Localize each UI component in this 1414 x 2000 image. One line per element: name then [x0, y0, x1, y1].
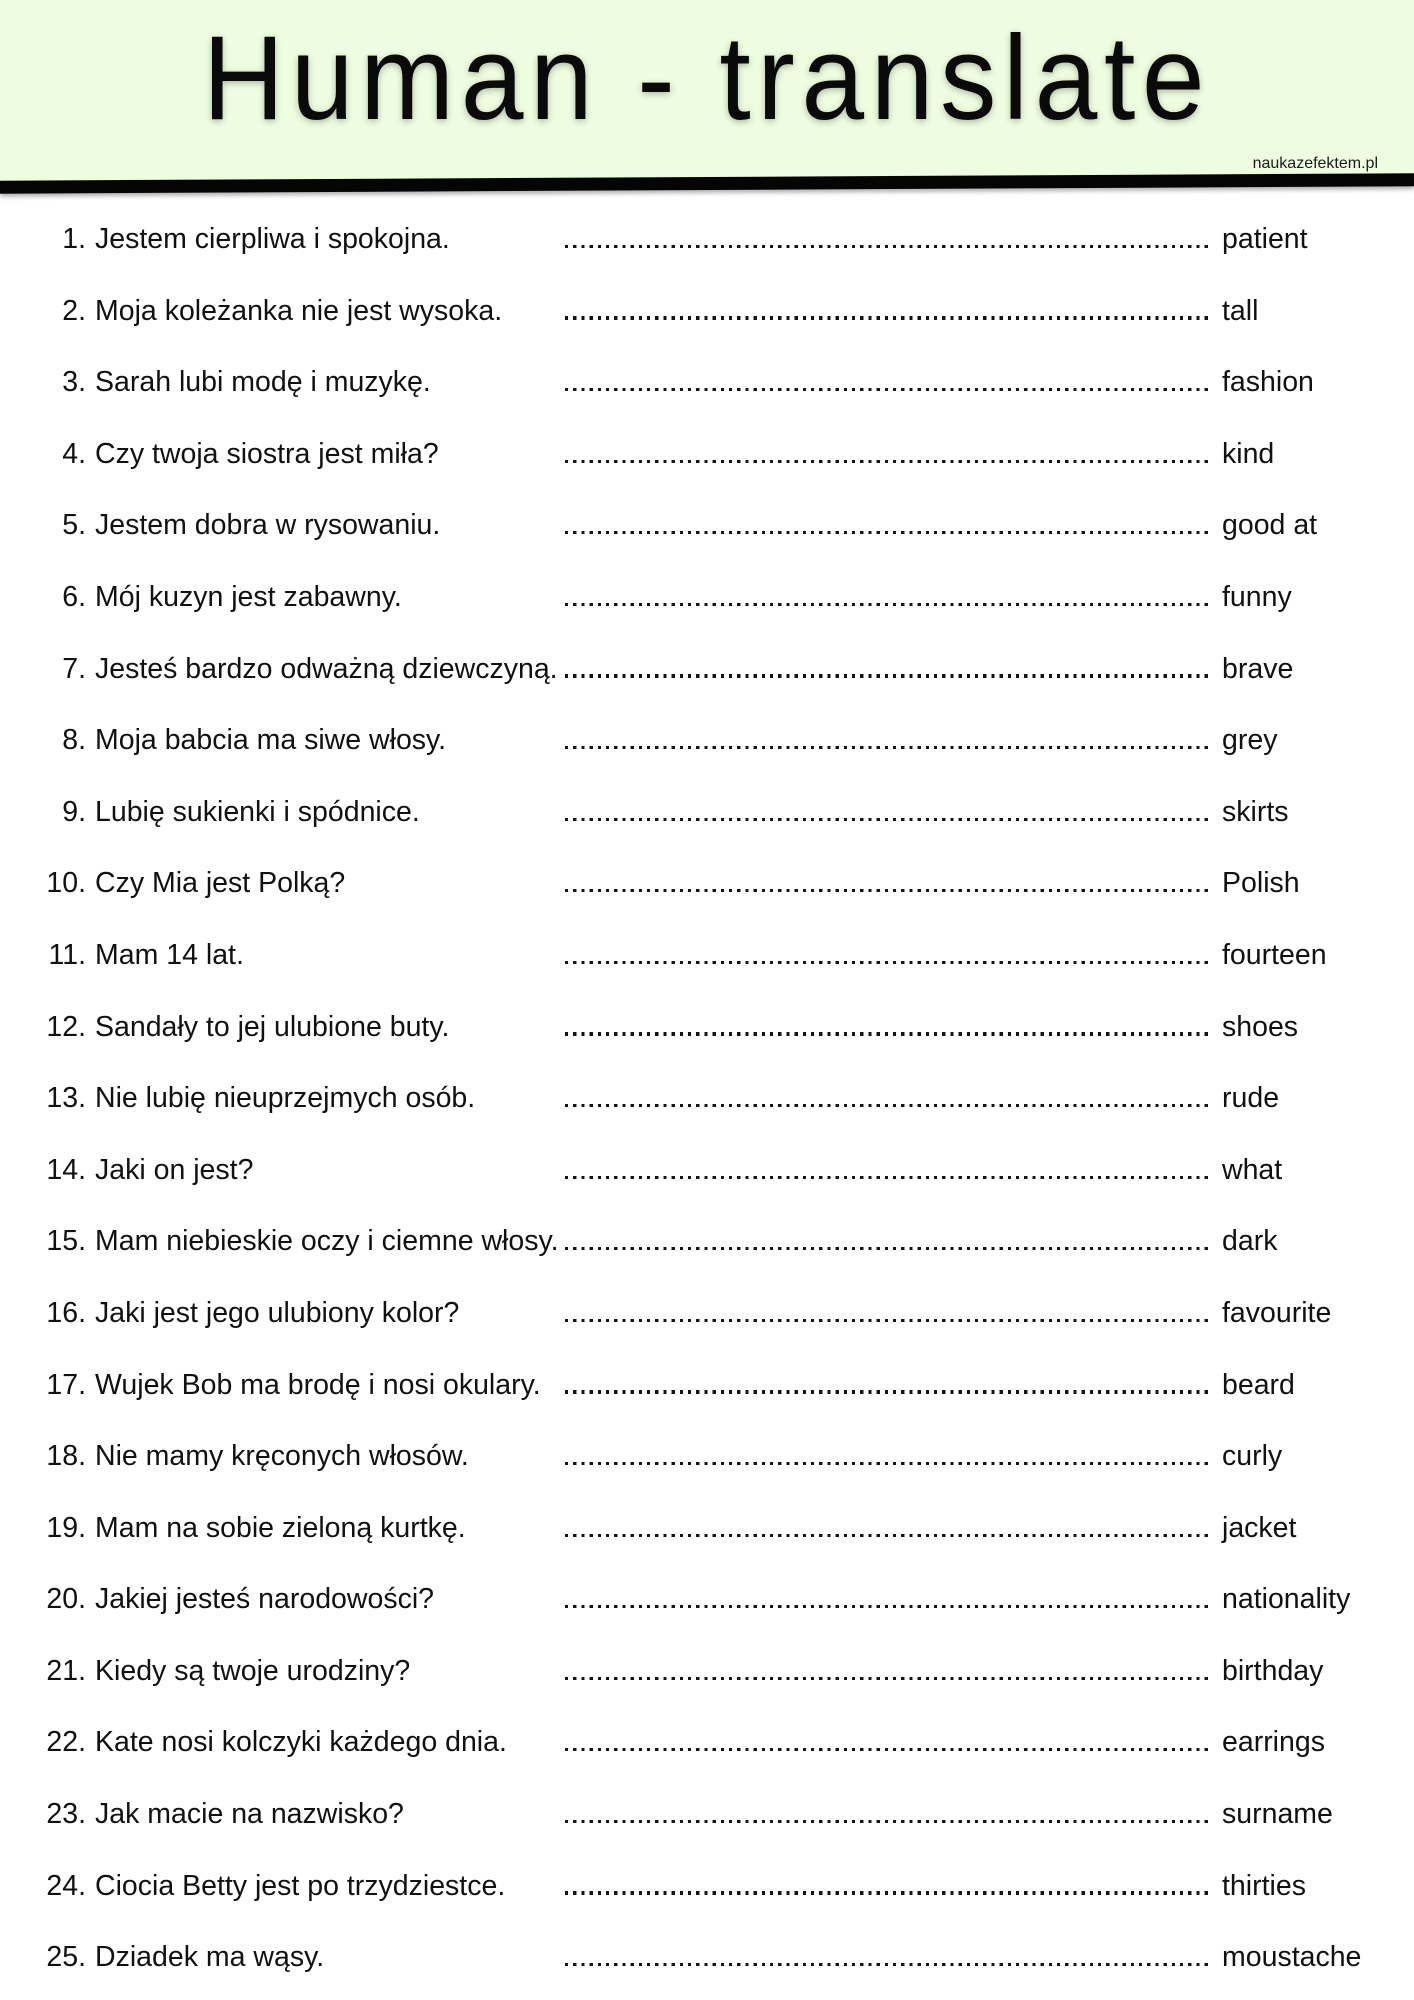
polish-sentence: Lubię sukienki i spódnice. — [95, 795, 420, 828]
item-number: 9. — [62, 795, 86, 828]
item-number: 6. — [62, 580, 86, 613]
answer-blank-dotted-line — [565, 746, 1210, 749]
answer-blank-dotted-line — [565, 388, 1210, 391]
hint-word: curly — [1222, 1440, 1283, 1473]
hint-word: thirties — [1222, 1869, 1306, 1902]
worksheet-row — [0, 1063, 1414, 1135]
worksheet-row — [0, 1135, 1414, 1207]
worksheet-row — [0, 562, 1414, 634]
hint-word: moustache — [1222, 1941, 1362, 1974]
hint-word: skirts — [1222, 795, 1289, 828]
polish-sentence: Mój kuzyn jest zabawny. — [95, 580, 402, 613]
polish-sentence: Mam niebieskie oczy i ciemne włosy. — [95, 1225, 559, 1258]
answer-blank-dotted-line — [565, 531, 1210, 534]
worksheet-row — [0, 1707, 1414, 1779]
answer-blank-dotted-line — [565, 1891, 1210, 1894]
answer-blank-dotted-line — [565, 1820, 1210, 1823]
answer-blank-dotted-line — [565, 1462, 1210, 1465]
worksheet-row — [0, 1851, 1414, 1923]
answer-blank-dotted-line — [565, 1748, 1210, 1751]
worksheet-row — [0, 276, 1414, 348]
hint-word: patient — [1222, 223, 1308, 255]
hint-word: surname — [1222, 1798, 1333, 1831]
worksheet-row — [0, 347, 1414, 419]
polish-sentence: Czy twoja siostra jest miła? — [95, 437, 439, 470]
answer-blank-dotted-line — [565, 1319, 1210, 1322]
polish-sentence: Mam 14 lat. — [95, 938, 244, 971]
item-number: 23. — [46, 1798, 86, 1831]
worksheet-row — [0, 634, 1414, 706]
worksheet-row — [0, 204, 1414, 276]
hint-word: nationality — [1222, 1583, 1351, 1616]
answer-blank-dotted-line — [565, 1677, 1210, 1680]
header — [0, 0, 1414, 183]
worksheet-row — [0, 992, 1414, 1064]
worksheet-list — [0, 190, 1414, 1994]
item-number: 14. — [46, 1153, 86, 1186]
polish-sentence: Jak macie na nazwisko? — [95, 1798, 404, 1831]
worksheet-row — [0, 848, 1414, 920]
item-number: 5. — [62, 509, 86, 542]
polish-sentence: Czy Mia jest Polką? — [95, 867, 346, 900]
worksheet-row — [0, 419, 1414, 491]
watermark: naukazefektem.pl — [1252, 155, 1378, 172]
item-number: 16. — [46, 1296, 86, 1329]
answer-blank-dotted-line — [565, 460, 1210, 463]
hint-word: fashion — [1222, 366, 1314, 399]
answer-blank-dotted-line — [565, 603, 1210, 606]
polish-sentence: Jaki jest jego ulubiony kolor? — [95, 1296, 460, 1329]
polish-sentence: Jaki on jest? — [95, 1153, 254, 1186]
hint-word: earrings — [1222, 1726, 1325, 1759]
polish-sentence: Kate nosi kolczyki każdego dnia. — [95, 1726, 507, 1759]
item-number: 3. — [62, 366, 86, 399]
hint-word: shoes — [1222, 1010, 1299, 1043]
item-number: 11. — [48, 938, 86, 971]
hint-word: beard — [1222, 1368, 1295, 1401]
item-number: 25. — [46, 1941, 86, 1974]
polish-sentence: Moja koleżanka nie jest wysoka. — [95, 294, 503, 327]
answer-blank-dotted-line — [565, 1605, 1210, 1608]
polish-sentence: Nie mamy kręconych włosów. — [95, 1440, 469, 1473]
worksheet-row — [0, 1206, 1414, 1278]
hint-word: what — [1222, 1153, 1283, 1186]
worksheet-row — [0, 920, 1414, 992]
answer-blank-dotted-line — [565, 1032, 1210, 1035]
answer-blank-dotted-line — [565, 818, 1210, 821]
answer-blank-dotted-line — [565, 889, 1210, 892]
answer-blank-dotted-line — [565, 1534, 1210, 1537]
worksheet-row — [0, 1779, 1414, 1851]
item-number: 4. — [62, 437, 86, 470]
worksheet-row — [0, 1350, 1414, 1422]
page-title: Human - translate — [202, 11, 1212, 145]
answer-blank-dotted-line — [565, 1104, 1210, 1107]
worksheet-row — [0, 1278, 1414, 1350]
worksheet-row — [0, 1421, 1414, 1493]
item-number: 24. — [46, 1869, 86, 1902]
answer-blank-dotted-line — [565, 316, 1210, 319]
polish-sentence: Moja babcia ma siwe włosy. — [95, 724, 447, 757]
item-number: 10. — [46, 867, 86, 900]
hint-word: Polish — [1222, 867, 1300, 900]
worksheet-row — [0, 1636, 1414, 1708]
answer-blank-dotted-line — [565, 961, 1210, 964]
worksheet-row — [0, 1922, 1414, 1994]
hint-word: dark — [1222, 1225, 1278, 1258]
item-number: 18. — [46, 1440, 86, 1473]
worksheet-row — [0, 1493, 1414, 1565]
worksheet-row — [0, 490, 1414, 562]
item-number: 20. — [46, 1583, 86, 1616]
polish-sentence: Sarah lubi modę i muzykę. — [95, 366, 431, 399]
item-number: 21. — [46, 1654, 86, 1687]
polish-sentence: Wujek Bob ma brodę i nosi okulary. — [95, 1368, 541, 1401]
answer-blank-dotted-line — [565, 674, 1210, 677]
polish-sentence: Nie lubię nieuprzejmych osób. — [95, 1082, 476, 1115]
item-number: 12. — [46, 1010, 86, 1043]
answer-blank-dotted-line — [565, 1390, 1210, 1393]
hint-word: favourite — [1222, 1296, 1332, 1329]
hint-word: funny — [1222, 580, 1292, 613]
worksheet-row — [0, 1564, 1414, 1636]
polish-sentence: Kiedy są twoje urodziny? — [95, 1654, 411, 1687]
item-number: 22. — [46, 1726, 86, 1759]
hint-word: jacket — [1222, 1511, 1297, 1544]
hint-word: birthday — [1222, 1654, 1324, 1687]
polish-sentence: Mam na sobie zieloną kurtkę. — [95, 1511, 466, 1544]
hint-word: rude — [1222, 1082, 1280, 1115]
hint-word: good at — [1222, 509, 1318, 542]
answer-blank-dotted-line — [565, 1963, 1210, 1966]
item-number: 8. — [62, 724, 86, 757]
worksheet-row — [0, 705, 1414, 777]
polish-sentence: Ciocia Betty jest po trzydziestce. — [95, 1869, 506, 1902]
hint-word: kind — [1222, 437, 1275, 470]
hint-word: grey — [1222, 724, 1278, 757]
item-number: 2. — [62, 294, 86, 327]
item-number: 13. — [46, 1082, 86, 1115]
hint-word: brave — [1222, 652, 1294, 685]
item-number: 1. — [62, 223, 86, 255]
item-number: 15. — [46, 1225, 86, 1258]
answer-blank-dotted-line — [565, 1176, 1210, 1179]
polish-sentence: Jestem dobra w rysowaniu. — [95, 509, 441, 542]
polish-sentence: Jesteś bardzo odważną dziewczyną. — [95, 652, 558, 685]
polish-sentence: Jakiej jesteś narodowości? — [95, 1583, 435, 1616]
item-number: 19. — [46, 1511, 86, 1544]
polish-sentence: Dziadek ma wąsy. — [95, 1941, 325, 1974]
answer-blank-dotted-line — [565, 245, 1210, 248]
hint-word: fourteen — [1222, 938, 1327, 971]
polish-sentence: Sandały to jej ulubione buty. — [95, 1010, 450, 1043]
item-number: 7. — [62, 652, 86, 685]
hint-word: tall — [1222, 294, 1259, 327]
answer-blank-dotted-line — [565, 1247, 1210, 1250]
polish-sentence: Jestem cierpliwa i spokojna. — [95, 223, 450, 255]
item-number: 17. — [46, 1368, 86, 1401]
worksheet-row — [0, 777, 1414, 849]
